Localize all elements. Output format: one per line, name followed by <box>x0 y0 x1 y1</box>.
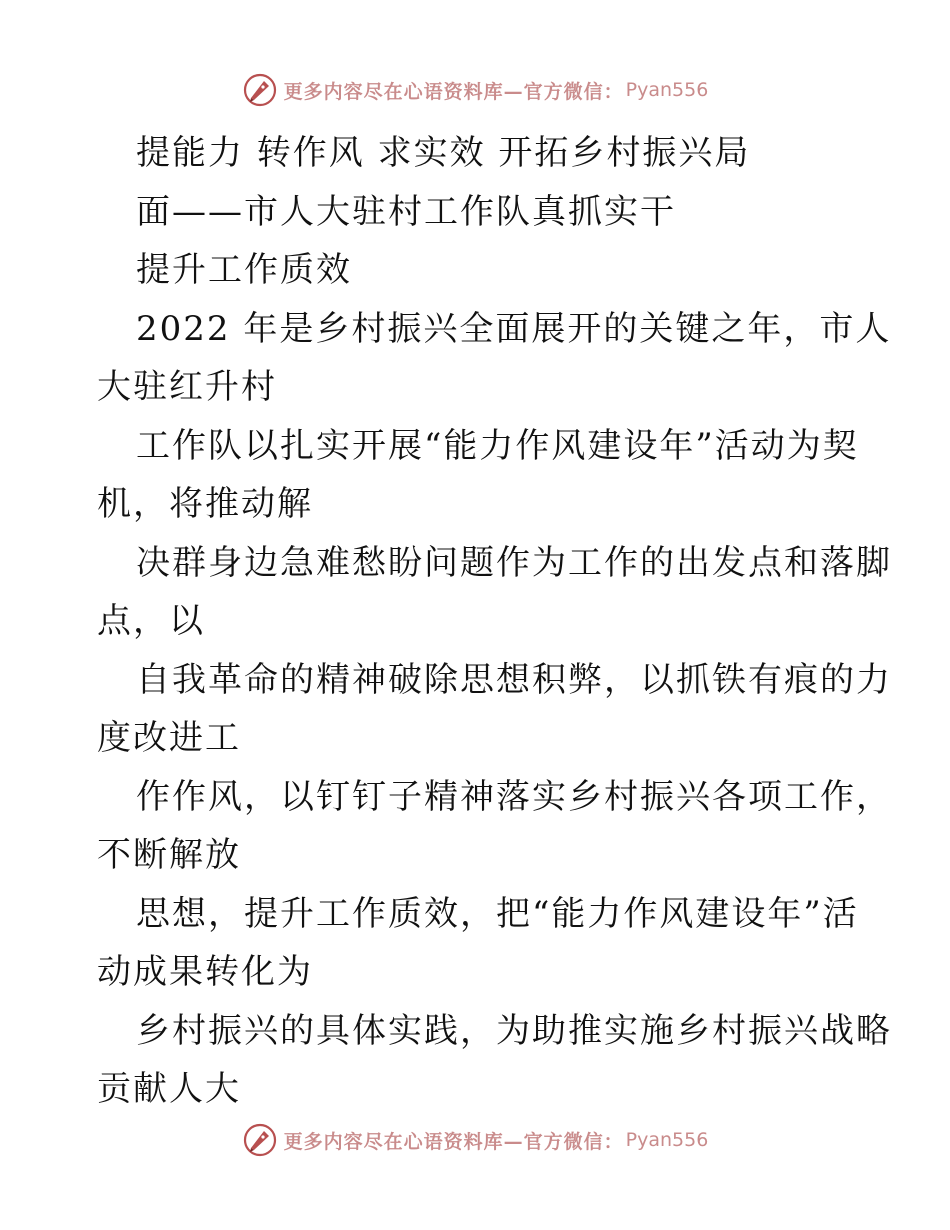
text-line: 提能力 转作风 求实效 开拓乡村振兴局 <box>136 133 751 173</box>
text-line: 不断解放 <box>97 835 241 875</box>
document-body <box>97 124 897 1119</box>
header-watermark <box>0 70 950 110</box>
pen-nib-logo-icon <box>242 1122 278 1158</box>
text-line: 自我革命的精神破除思想积弊，以抓铁有痕的力 <box>136 659 892 700</box>
text-line: 机，将推动解 <box>97 484 313 524</box>
text-line: 大驻红升村 <box>97 367 277 407</box>
text-line: 决群身边急难愁盼问题作为工作的出发点和落脚 <box>136 542 892 583</box>
watermark-text: 更多内容尽在心语资料库—官方微信： <box>283 1130 624 1153</box>
text-line: 2022 年是乡村振兴全面展开的关键之年，市人 <box>136 308 892 349</box>
text-line: 思想，提升工作质效，把“能力作风建设年”活 <box>136 893 859 934</box>
footer-watermark <box>0 1120 950 1160</box>
watermark-wechat-id: Pyan556 <box>625 79 709 101</box>
text-line: 面——市人大驻村工作队真抓实干 <box>136 191 676 232</box>
watermark-text: 更多内容尽在心语资料库—官方微信： <box>283 80 624 103</box>
text-line: 点，以 <box>97 601 205 641</box>
text-line: 工作队以扎实开展“能力作风建设年”活动为契 <box>136 425 859 466</box>
text-line: 动成果转化为 <box>97 952 313 992</box>
text-line: 贡献人大 <box>97 1069 241 1109</box>
text-line: 乡村振兴的具体实践，为助推实施乡村振兴战略 <box>136 1010 892 1051</box>
watermark-wechat-id: Pyan556 <box>625 1129 709 1151</box>
text-line: 度改进工 <box>97 718 241 758</box>
text-line: 提升工作质效 <box>136 250 352 290</box>
text-line: 作作风，以钉钉子精神落实乡村振兴各项工作， <box>136 776 892 817</box>
pen-nib-logo-icon <box>242 72 278 108</box>
